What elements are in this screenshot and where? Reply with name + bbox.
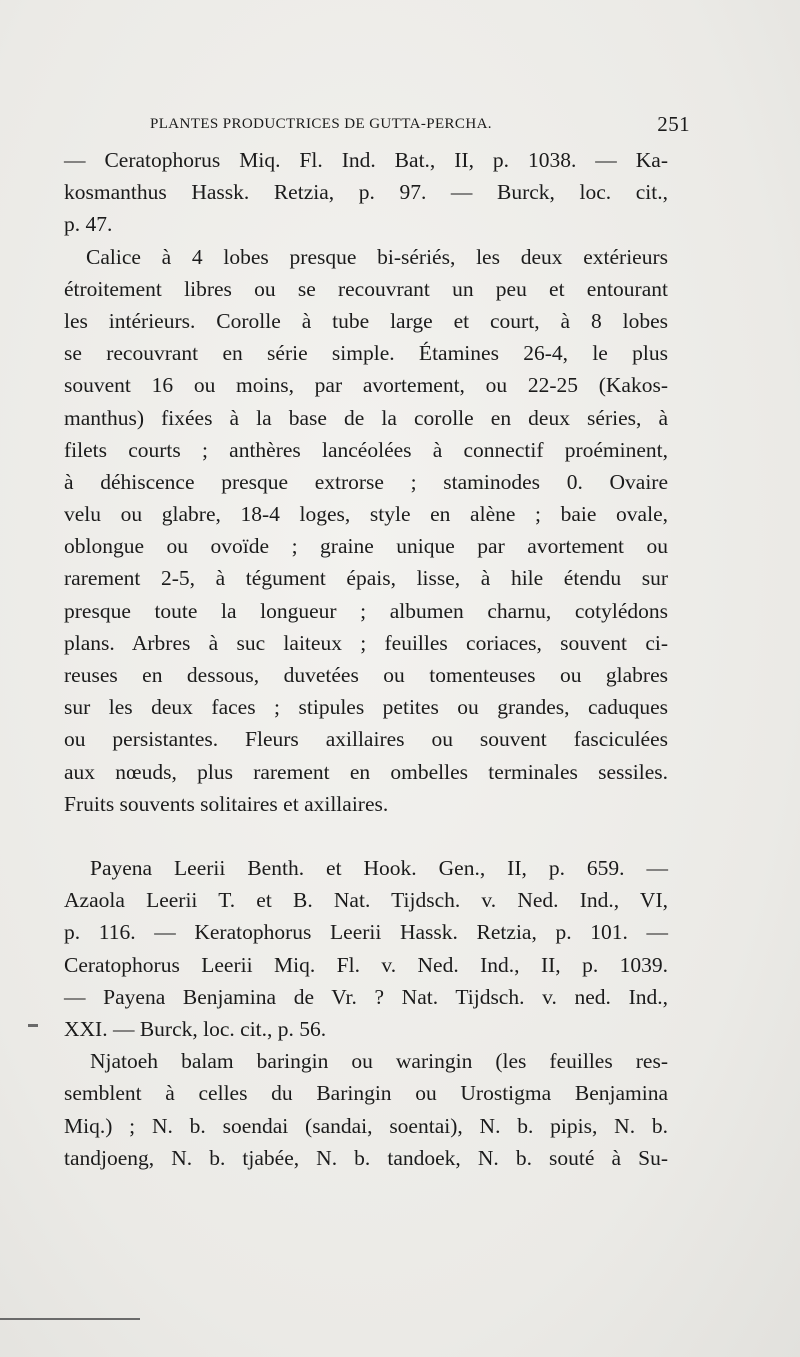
line-text: se recouvrant en série simple. Étamines 26-4, le plus [64, 341, 668, 366]
line-text: — Ceratophorus Miq. Fl. Ind. Bat., II, p. 1038. — Ka- [64, 148, 668, 172]
text-line [64, 1013, 668, 1045]
line-text: les intérieurs. Corolle à tube large et court, à 8 lobes [64, 308, 668, 333]
text-line [64, 402, 668, 434]
line-text: semblent à celles du Baringin ou Urostigma Benjamina [64, 1081, 668, 1106]
text-line [64, 208, 668, 240]
line-text: aux nœuds, plus rarement en ombelles terminales sessiles. [64, 759, 668, 784]
line-text: ou persistantes. Fleurs axillaires ou souvent fasciculées [64, 727, 668, 752]
text-line [64, 369, 668, 401]
text-line [64, 498, 668, 530]
line-text: souvent 16 ou moins, par avortement, ou 22-25 (Kakos- [64, 373, 668, 398]
text-line [64, 691, 668, 723]
text-line [64, 273, 668, 305]
text-line [64, 1077, 668, 1109]
line-text: sur les deux faces ; stipules petites ou grandes, caduques [64, 695, 668, 720]
text-line [64, 337, 668, 369]
text-line [64, 1142, 668, 1174]
line-text: reuses en dessous, duvetées ou tomenteuses ou glabres [64, 663, 668, 687]
line-text: rarement 2-5, à tégument épais, lisse, à hile étendu sur [64, 566, 668, 591]
line-text: plans. Arbres à suc laiteux ; feuilles coriaces, souvent ci- [64, 630, 668, 655]
text-line [64, 176, 668, 208]
text-line [64, 562, 668, 594]
line-text: Calice à 4 lobes presque bi-sériés, les deux extérieurs [86, 244, 668, 269]
genus-description [64, 144, 668, 820]
scan-smudge [28, 1024, 38, 1027]
text-line [64, 466, 668, 498]
line-text: à déhiscence presque extrorse ; staminodes 0. Ovaire [64, 469, 668, 494]
text-line [64, 756, 668, 788]
line-text: Azaola Leerii T. et B. Nat. Tijdsch. v. Ned. Ind., VI, [64, 888, 668, 913]
text-line [64, 1045, 668, 1077]
text-line [64, 144, 668, 176]
line-text: Njatoeh balam baringin ou waringin (les feuilles res- [90, 1049, 668, 1074]
scan-smudge [0, 1318, 140, 1320]
text-line [64, 305, 668, 337]
line-text: XXI. — Burck, loc. cit., p. 56. [64, 1016, 327, 1041]
text-line [64, 241, 668, 273]
species-entry [64, 852, 668, 1174]
text-line [64, 788, 668, 820]
text-line [64, 659, 668, 691]
text-line [64, 530, 668, 562]
line-text: oblongue ou ovoïde ; graine unique par avortement ou [64, 534, 668, 559]
line-text: Miq.) ; N. b. soendai (sandai, soentai), N. b. pipis, N. b. [64, 1113, 668, 1138]
text-line [64, 595, 668, 627]
text-line [64, 884, 668, 916]
text-line [64, 434, 668, 466]
line-text: manthus) fixées à la base de la corolle en deux séries, à [64, 405, 668, 430]
page-number: 251 [657, 112, 690, 136]
line-text: Ceratophorus Leerii Miq. Fl. v. Ned. Ind., II, p. 1039. [64, 952, 668, 977]
line-text: tandjoeng, N. b. tjabée, N. b. tandoek, N. b. souté à Su- [64, 1145, 668, 1170]
text-line [64, 981, 668, 1013]
line-text: p. 47. [64, 212, 113, 237]
text-line [64, 1110, 668, 1142]
line-text: filets courts ; anthères lancéolées à connectif proéminent, [64, 437, 668, 462]
text-line [64, 627, 668, 659]
line-text: — Payena Benjamina de Vr. ? Nat. Tijdsch. v. ned. Ind., [64, 984, 668, 1009]
running-title: PLANTES PRODUCTRICES DE GUTTA-PERCHA. [150, 116, 492, 132]
line-text: p. 116. — Keratophorus Leerii Hassk. Retzia, p. 101. — [64, 920, 668, 945]
text-line [64, 949, 668, 981]
line-text: étroitement libres ou se recouvrant un peu et entourant [64, 276, 668, 301]
text-line [64, 723, 668, 755]
text-line [64, 916, 668, 948]
line-text: velu ou glabre, 18-4 loges, style en alène ; baie ovale, [64, 502, 668, 527]
text-line [64, 852, 668, 884]
line-text: presque toute la longueur ; albumen charnu, cotylédons [64, 598, 668, 623]
line-text: kosmanthus Hassk. Retzia, p. 97. — Burck, loc. cit., [64, 180, 668, 205]
species-heading-line: Payena Leerii Benth. et Hook. Gen., II, p. 659. — [90, 856, 668, 880]
line-text: Fruits souvents solitaires et axillaires. [64, 791, 389, 816]
